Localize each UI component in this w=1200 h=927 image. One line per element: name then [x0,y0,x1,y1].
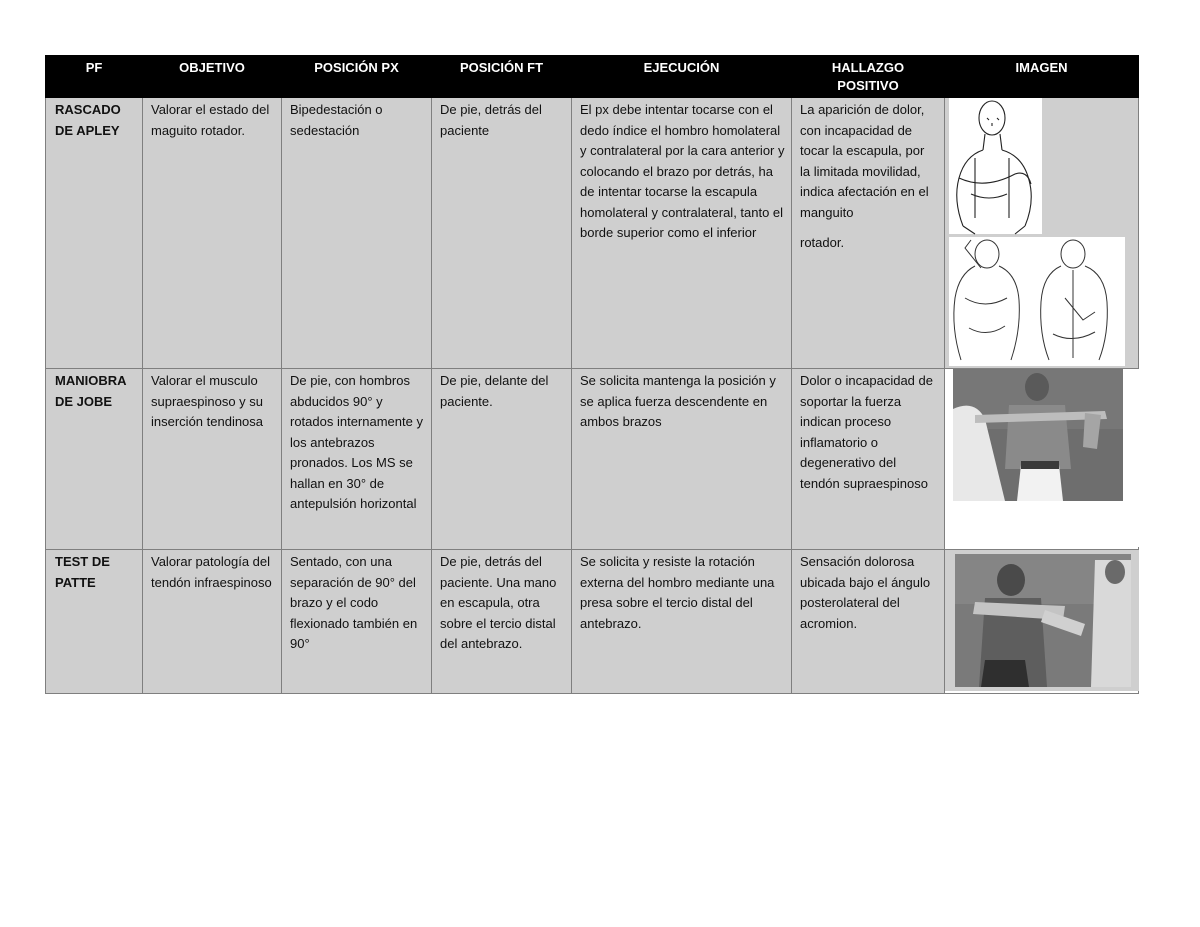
header-objetivo: OBJETIVO [143,56,282,98]
cell-objetivo: Valorar el estado del maguito rotador. [143,98,282,369]
cell-pf: RASCADO DE APLEY [46,98,143,369]
cell-hallazgo: Sensación dolorosa ubicada bajo el ángulo posterolateral del acromion. [792,550,945,694]
cell-imagen [945,98,1139,369]
table-row [46,98,1139,369]
cell-posicion-px: Sentado, con una separación de 90° del brazo y el codo flexionado también en 90° [282,550,432,694]
header-pf: PF [46,56,143,98]
hallazgo-text: La aparición de dolor, con incapacidad de tocar la escapula, por la limitada movilidad, indica afectación en el manguito [800,102,929,220]
cell-hallazgo: Dolor o incapacidad de soportar la fuerza indican proceso inflamatorio o degenerativo del tendón supraespinoso [792,369,945,550]
header-imagen: IMAGEN [945,56,1139,98]
cell-imagen [945,369,1139,550]
header-posicion-ft: POSICIÓN FT [432,56,572,98]
apley-sketch-illustration [945,98,1139,366]
hallazgo-text-continued: rotador. [800,235,845,250]
cell-objetivo: Valorar patología del tendón infraespinoso [143,550,282,694]
cell-imagen [945,550,1139,694]
cell-posicion-px: Bipedestación o sedestación [282,98,432,369]
cell-posicion-px: De pie, con hombros abducidos 90° y rotados internamente y los antebrazos pronados. Los MS se hallan en 30° de antepulsión horizontal [282,369,432,550]
header-ejecucion: EJECUCIÓN [572,56,792,98]
header-hallazgo: HALLAZGO POSITIVO [792,56,945,98]
patte-photo [945,550,1139,691]
cell-ejecucion: Se solicita y resiste la rotación externa del hombro mediante una presa sobre el tercio distal del antebrazo. [572,550,792,694]
table-header-row [46,56,1139,98]
cell-pf: MANIOBRA DE JOBE [46,369,143,550]
header-posicion-px: POSICIÓN PX [282,56,432,98]
cell-posicion-ft: De pie, detrás del paciente. Una mano en escapula, otra sobre el tercio distal del antebrazo. [432,550,572,694]
exploration-table [45,55,1139,694]
cell-ejecucion: El px debe intentar tocarse con el dedo índice el hombro homolateral y contralateral por la cara anterior y colocando el brazo por detrás, ha de intentar tocarse la escapula homolateral y contralateral, tanto el borde superior como el inferior [572,98,792,369]
table-row [46,369,1139,550]
cell-posicion-ft: De pie, delante del paciente. [432,369,572,550]
cell-posicion-ft: De pie, detrás del paciente [432,98,572,369]
cell-hallazgo [792,98,945,369]
cell-objetivo: Valorar el musculo supraespinoso y su inserción tendinosa [143,369,282,550]
table-row [46,550,1139,694]
jobe-photo [945,369,1139,547]
cell-ejecucion: Se solicita mantenga la posición y se aplica fuerza descendente en ambos brazos [572,369,792,550]
cell-pf: TEST DE PATTE [46,550,143,694]
